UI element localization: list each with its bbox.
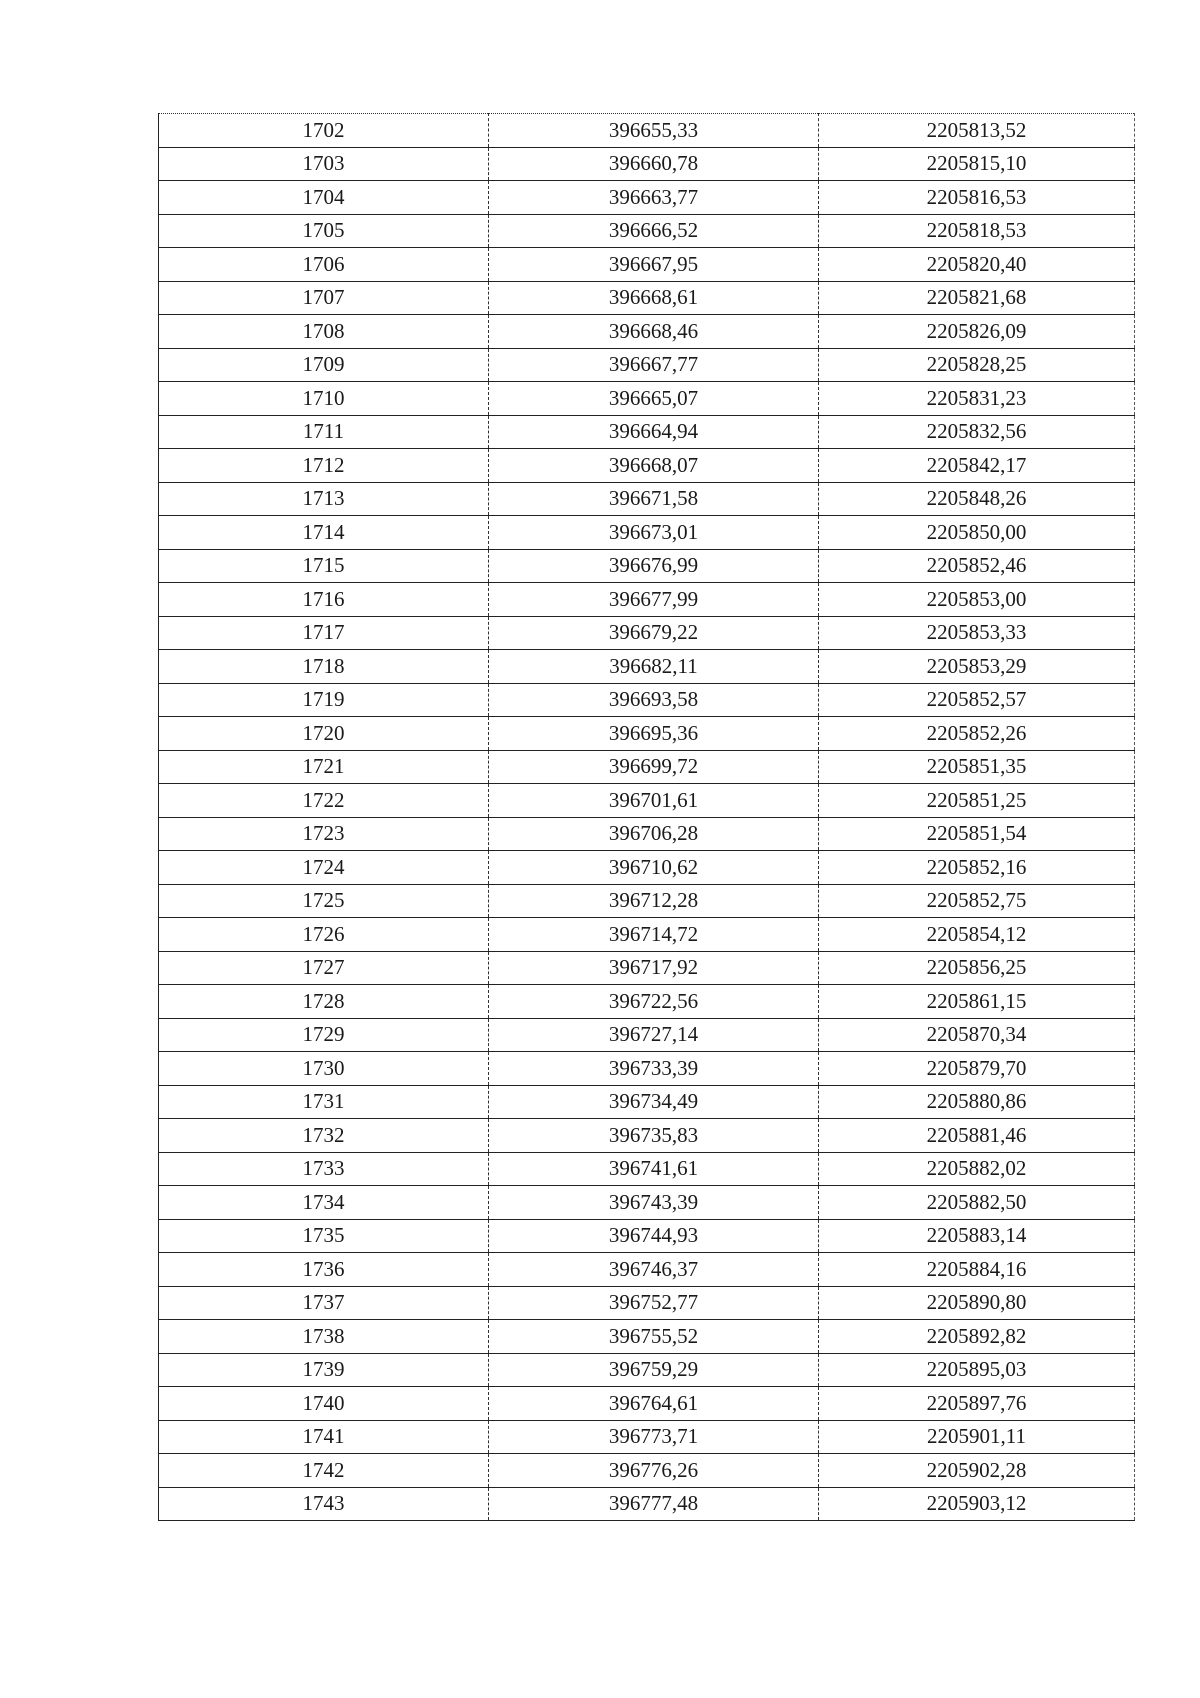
y-coordinate-cell: 2205821,68 (819, 281, 1135, 315)
y-coordinate-cell: 2205852,46 (819, 549, 1135, 583)
point-number-cell: 1727 (159, 951, 489, 985)
x-coordinate-cell: 396712,28 (489, 884, 819, 918)
point-number-cell: 1743 (159, 1487, 489, 1521)
point-number-cell: 1706 (159, 248, 489, 282)
x-coordinate-cell: 396744,93 (489, 1219, 819, 1253)
y-coordinate-cell: 2205826,09 (819, 315, 1135, 349)
point-number-cell: 1738 (159, 1320, 489, 1354)
x-coordinate-cell: 396727,14 (489, 1018, 819, 1052)
table-row (159, 415, 1135, 449)
y-coordinate-cell: 2205880,86 (819, 1085, 1135, 1119)
table-row (159, 348, 1135, 382)
y-coordinate-cell: 2205902,28 (819, 1454, 1135, 1488)
y-coordinate-cell: 2205892,82 (819, 1320, 1135, 1354)
y-coordinate-cell: 2205832,56 (819, 415, 1135, 449)
y-coordinate-cell: 2205852,57 (819, 683, 1135, 717)
table-row (159, 650, 1135, 684)
point-number-cell: 1724 (159, 851, 489, 885)
x-coordinate-cell: 396743,39 (489, 1186, 819, 1220)
table-row (159, 1320, 1135, 1354)
x-coordinate-cell: 396717,92 (489, 951, 819, 985)
x-coordinate-cell: 396755,52 (489, 1320, 819, 1354)
table-row (159, 482, 1135, 516)
y-coordinate-cell: 2205850,00 (819, 516, 1135, 550)
x-coordinate-cell: 396746,37 (489, 1253, 819, 1287)
x-coordinate-cell: 396671,58 (489, 482, 819, 516)
y-coordinate-cell: 2205883,14 (819, 1219, 1135, 1253)
y-coordinate-cell: 2205848,26 (819, 482, 1135, 516)
table-row (159, 1286, 1135, 1320)
point-number-cell: 1704 (159, 181, 489, 215)
table-row (159, 616, 1135, 650)
y-coordinate-cell: 2205818,53 (819, 214, 1135, 248)
y-coordinate-cell: 2205851,54 (819, 817, 1135, 851)
x-coordinate-cell: 396668,46 (489, 315, 819, 349)
table-row (159, 549, 1135, 583)
table-row (159, 382, 1135, 416)
x-coordinate-cell: 396695,36 (489, 717, 819, 751)
point-number-cell: 1707 (159, 281, 489, 315)
y-coordinate-cell: 2205854,12 (819, 918, 1135, 952)
table-row (159, 1119, 1135, 1153)
y-coordinate-cell: 2205851,25 (819, 784, 1135, 818)
table-row (159, 1085, 1135, 1119)
x-coordinate-cell: 396776,26 (489, 1454, 819, 1488)
y-coordinate-cell: 2205879,70 (819, 1052, 1135, 1086)
point-number-cell: 1734 (159, 1186, 489, 1220)
point-number-cell: 1702 (159, 114, 489, 148)
x-coordinate-cell: 396706,28 (489, 817, 819, 851)
x-coordinate-cell: 396759,29 (489, 1353, 819, 1387)
point-number-cell: 1736 (159, 1253, 489, 1287)
table-row (159, 1387, 1135, 1421)
point-number-cell: 1741 (159, 1420, 489, 1454)
y-coordinate-cell: 2205851,35 (819, 750, 1135, 784)
y-coordinate-cell: 2205831,23 (819, 382, 1135, 416)
point-number-cell: 1717 (159, 616, 489, 650)
table-row (159, 214, 1135, 248)
table-row (159, 1219, 1135, 1253)
x-coordinate-cell: 396673,01 (489, 516, 819, 550)
y-coordinate-cell: 2205903,12 (819, 1487, 1135, 1521)
x-coordinate-cell: 396682,11 (489, 650, 819, 684)
x-coordinate-cell: 396679,22 (489, 616, 819, 650)
y-coordinate-cell: 2205901,11 (819, 1420, 1135, 1454)
table-row (159, 750, 1135, 784)
y-coordinate-cell: 2205852,26 (819, 717, 1135, 751)
x-coordinate-cell: 396773,71 (489, 1420, 819, 1454)
point-number-cell: 1708 (159, 315, 489, 349)
y-coordinate-cell: 2205816,53 (819, 181, 1135, 215)
point-number-cell: 1725 (159, 884, 489, 918)
x-coordinate-cell: 396734,49 (489, 1085, 819, 1119)
y-coordinate-cell: 2205813,52 (819, 114, 1135, 148)
x-coordinate-cell: 396699,72 (489, 750, 819, 784)
point-number-cell: 1720 (159, 717, 489, 751)
table-row (159, 851, 1135, 885)
point-number-cell: 1739 (159, 1353, 489, 1387)
y-coordinate-cell: 2205856,25 (819, 951, 1135, 985)
table-row (159, 516, 1135, 550)
table-row (159, 985, 1135, 1019)
x-coordinate-cell: 396660,78 (489, 147, 819, 181)
point-number-cell: 1726 (159, 918, 489, 952)
y-coordinate-cell: 2205820,40 (819, 248, 1135, 282)
point-number-cell: 1721 (159, 750, 489, 784)
table-row (159, 315, 1135, 349)
y-coordinate-cell: 2205852,16 (819, 851, 1135, 885)
x-coordinate-cell: 396663,77 (489, 181, 819, 215)
y-coordinate-cell: 2205828,25 (819, 348, 1135, 382)
table-row (159, 449, 1135, 483)
y-coordinate-cell: 2205881,46 (819, 1119, 1135, 1153)
table-row (159, 717, 1135, 751)
point-number-cell: 1730 (159, 1052, 489, 1086)
y-coordinate-cell: 2205897,76 (819, 1387, 1135, 1421)
point-number-cell: 1711 (159, 415, 489, 449)
point-number-cell: 1715 (159, 549, 489, 583)
table-row (159, 1454, 1135, 1488)
point-number-cell: 1733 (159, 1152, 489, 1186)
table-row (159, 281, 1135, 315)
point-number-cell: 1719 (159, 683, 489, 717)
point-number-cell: 1722 (159, 784, 489, 818)
x-coordinate-cell: 396676,99 (489, 549, 819, 583)
y-coordinate-cell: 2205853,33 (819, 616, 1135, 650)
point-number-cell: 1703 (159, 147, 489, 181)
table-row (159, 884, 1135, 918)
y-coordinate-cell: 2205815,10 (819, 147, 1135, 181)
x-coordinate-cell: 396752,77 (489, 1286, 819, 1320)
table-row (159, 114, 1135, 148)
y-coordinate-cell: 2205895,03 (819, 1353, 1135, 1387)
y-coordinate-cell: 2205842,17 (819, 449, 1135, 483)
x-coordinate-cell: 396777,48 (489, 1487, 819, 1521)
x-coordinate-cell: 396668,07 (489, 449, 819, 483)
point-number-cell: 1723 (159, 817, 489, 851)
x-coordinate-cell: 396666,52 (489, 214, 819, 248)
point-number-cell: 1742 (159, 1454, 489, 1488)
point-number-cell: 1710 (159, 382, 489, 416)
table-row (159, 918, 1135, 952)
point-number-cell: 1713 (159, 482, 489, 516)
table-row (159, 1353, 1135, 1387)
point-number-cell: 1729 (159, 1018, 489, 1052)
point-number-cell: 1709 (159, 348, 489, 382)
y-coordinate-cell: 2205890,80 (819, 1286, 1135, 1320)
y-coordinate-cell: 2205853,00 (819, 583, 1135, 617)
table-row (159, 1018, 1135, 1052)
x-coordinate-cell: 396668,61 (489, 281, 819, 315)
table-row (159, 951, 1135, 985)
x-coordinate-cell: 396693,58 (489, 683, 819, 717)
point-number-cell: 1718 (159, 650, 489, 684)
point-number-cell: 1705 (159, 214, 489, 248)
table-row (159, 1152, 1135, 1186)
table-row (159, 1052, 1135, 1086)
point-number-cell: 1735 (159, 1219, 489, 1253)
point-number-cell: 1728 (159, 985, 489, 1019)
table-row (159, 181, 1135, 215)
coordinates-table-body (159, 114, 1135, 1521)
x-coordinate-cell: 396714,72 (489, 918, 819, 952)
table-row (159, 147, 1135, 181)
y-coordinate-cell: 2205882,02 (819, 1152, 1135, 1186)
x-coordinate-cell: 396735,83 (489, 1119, 819, 1153)
table-row (159, 1487, 1135, 1521)
point-number-cell: 1740 (159, 1387, 489, 1421)
y-coordinate-cell: 2205870,34 (819, 1018, 1135, 1052)
table-row (159, 784, 1135, 818)
table-row (159, 683, 1135, 717)
x-coordinate-cell: 396655,33 (489, 114, 819, 148)
x-coordinate-cell: 396677,99 (489, 583, 819, 617)
y-coordinate-cell: 2205884,16 (819, 1253, 1135, 1287)
table-row (159, 583, 1135, 617)
table-row (159, 817, 1135, 851)
x-coordinate-cell: 396741,61 (489, 1152, 819, 1186)
point-number-cell: 1716 (159, 583, 489, 617)
x-coordinate-cell: 396665,07 (489, 382, 819, 416)
table-row (159, 1420, 1135, 1454)
table-row (159, 1253, 1135, 1287)
point-number-cell: 1732 (159, 1119, 489, 1153)
coordinates-table (158, 113, 1135, 1521)
y-coordinate-cell: 2205853,29 (819, 650, 1135, 684)
point-number-cell: 1737 (159, 1286, 489, 1320)
x-coordinate-cell: 396667,95 (489, 248, 819, 282)
y-coordinate-cell: 2205861,15 (819, 985, 1135, 1019)
x-coordinate-cell: 396701,61 (489, 784, 819, 818)
point-number-cell: 1712 (159, 449, 489, 483)
y-coordinate-cell: 2205852,75 (819, 884, 1135, 918)
table-row (159, 248, 1135, 282)
table-row (159, 1186, 1135, 1220)
x-coordinate-cell: 396733,39 (489, 1052, 819, 1086)
x-coordinate-cell: 396710,62 (489, 851, 819, 885)
x-coordinate-cell: 396722,56 (489, 985, 819, 1019)
x-coordinate-cell: 396667,77 (489, 348, 819, 382)
y-coordinate-cell: 2205882,50 (819, 1186, 1135, 1220)
point-number-cell: 1731 (159, 1085, 489, 1119)
x-coordinate-cell: 396664,94 (489, 415, 819, 449)
x-coordinate-cell: 396764,61 (489, 1387, 819, 1421)
point-number-cell: 1714 (159, 516, 489, 550)
